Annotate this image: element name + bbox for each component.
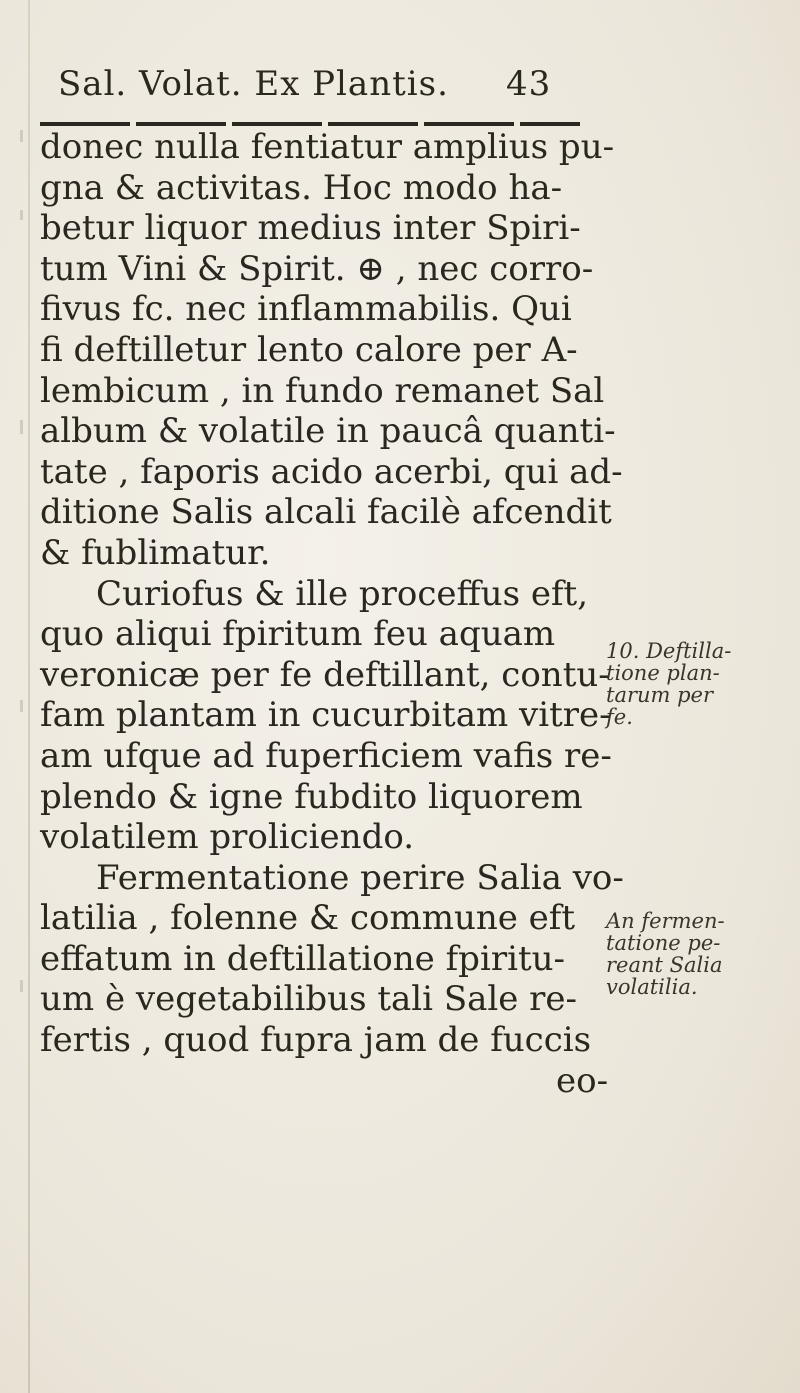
- text-line: fertis , quod fupra jam de fuccis: [40, 1020, 592, 1061]
- paragraph-start-line: Fermentatione perire Salia vo-: [96, 857, 624, 898]
- text-line: tate , faporis acido acerbi, qui ad-: [40, 451, 623, 492]
- body-text: [40, 127, 624, 1101]
- text-line: veronicæ per fe deftillant, contu-: [40, 654, 610, 695]
- running-header: [58, 56, 578, 106]
- text-line: quo aliqui fpiritum feu aquam: [40, 614, 556, 655]
- note-line: An fermen-: [606, 909, 725, 933]
- page-number: 43: [506, 64, 552, 104]
- text-line: & fublimatur.: [40, 532, 271, 573]
- marginal-note-fermentation: [606, 910, 725, 998]
- text-line: betur liquor medius inter Spiri-: [40, 208, 581, 249]
- text-line: volatilem proliciendo.: [40, 817, 415, 858]
- catchword: eo-: [556, 1060, 609, 1101]
- note-line: tione plan-: [606, 661, 720, 685]
- gutter-shadow: [28, 0, 30, 1393]
- note-line: fe.: [606, 705, 633, 729]
- header-rule: [40, 122, 580, 126]
- note-line: tatione pe-: [606, 931, 721, 955]
- note-line: 10. Deftilla-: [606, 639, 732, 663]
- margin-tick: [20, 130, 23, 142]
- margin-tick: [20, 980, 23, 992]
- margin-tick: [20, 700, 23, 712]
- paragraph-start-line: Curiofus & ille proceffus eft,: [96, 573, 589, 614]
- margin-tick: [20, 420, 23, 434]
- text-line: plendo & igne fubdito liquorem: [40, 776, 583, 817]
- note-line: volatilia.: [606, 975, 698, 999]
- text-line: tum Vini & Spirit. ⊕ , nec corro-: [40, 248, 594, 289]
- text-line: lembicum , in fundo remanet Sal: [40, 370, 605, 411]
- text-line: um è vegetabilibus tali Sale re-: [40, 979, 578, 1020]
- text-line: ditione Salis alcali facilè afcendit: [40, 492, 612, 533]
- text-line: effatum in deftillatione fpiritu-: [40, 938, 565, 979]
- text-line: am ufque ad fuperficiem vafis re-: [40, 735, 612, 776]
- text-line: fi deftilletur lento calore per A-: [40, 329, 578, 370]
- note-line: tarum per: [606, 683, 714, 707]
- text-line: gna & activitas. Hoc modo ha-: [40, 167, 563, 208]
- text-line: fivus fc. nec inflammabilis. Qui: [40, 289, 572, 330]
- text-line: album & volatile in paucâ quanti-: [40, 411, 616, 452]
- text-line: latilia , folenne & commune eft: [40, 898, 576, 939]
- marginal-note-distillation: [606, 640, 731, 728]
- text-line: fam plantam in cucurbitam vitre-: [40, 695, 611, 736]
- margin-tick: [20, 210, 23, 220]
- running-title: Sal. Volat. Ex Plantis.: [58, 64, 449, 104]
- text-line: donec nulla fentiatur amplius pu-: [40, 127, 615, 167]
- note-line: reant Salia: [606, 953, 723, 977]
